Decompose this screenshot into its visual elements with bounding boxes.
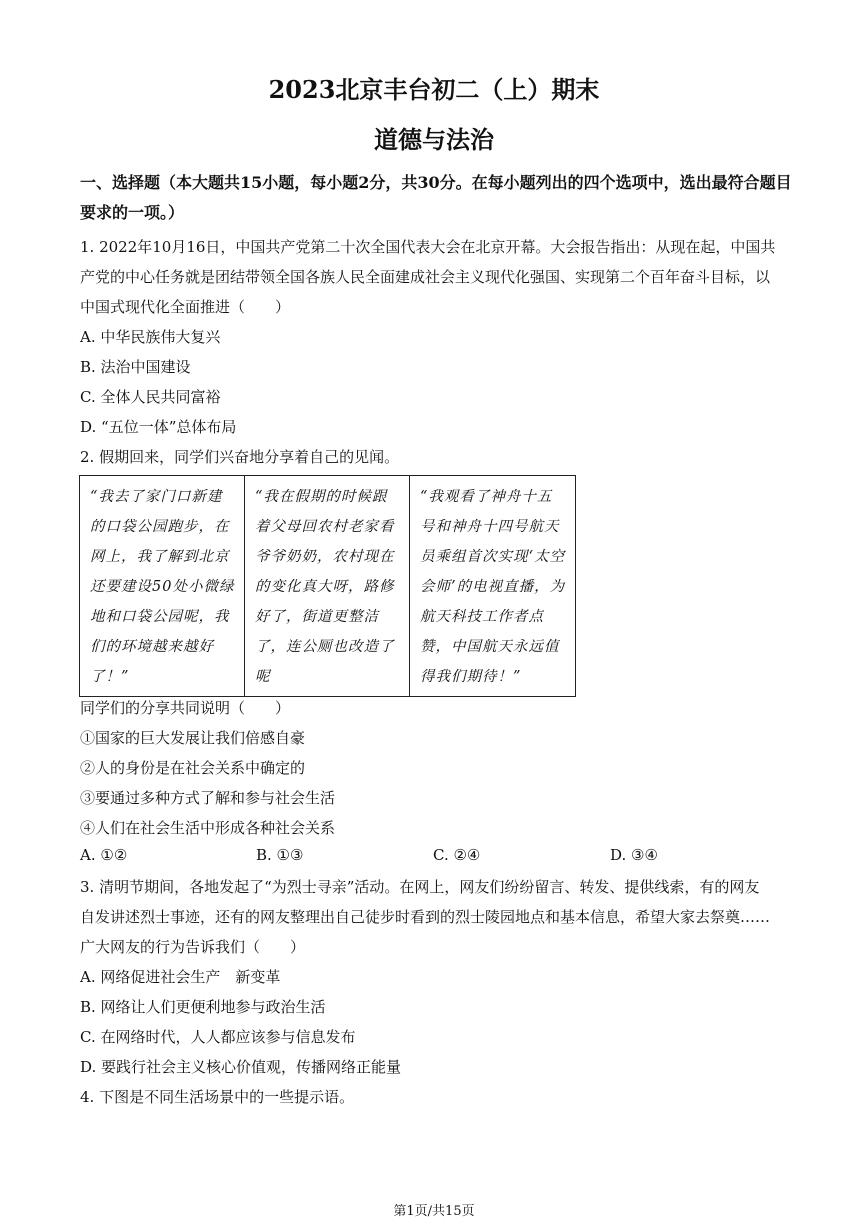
q3-option-a: A. 网络促进社会生产 新变革 [80, 968, 281, 986]
q2-option-d: D. ③④ [610, 846, 658, 864]
q1-option-a: A. 中华民族伟大复兴 [80, 328, 221, 346]
q2-statement-3: ③要通过多种方式了解和参与社会生活 [80, 789, 336, 807]
q2-option-b: B. ①③ [256, 846, 304, 864]
page-footer: 第1页/共15页 [393, 1204, 475, 1219]
q1-option-b: B. 法治中国建设 [80, 358, 191, 376]
q3-option-c: C. 在网络时代，人人都应该参与信息发布 [80, 1028, 356, 1046]
q3-option-b: B. 网络让人们更便利地参与政治生活 [80, 998, 326, 1016]
q2-prompt: 同学们的分享共同说明（ ） [80, 699, 291, 717]
q3-stem-line-3: 广大网友的行为告诉我们（ ） [80, 938, 306, 956]
q3-stem-line-2: 自发讲述烈士事迹，还有的网友整理出自己徒步时看到的烈士陵园地点和基本信息，希望大家去祭奠…… [80, 908, 771, 926]
q4-stem: 4. 下图是不同生活场景中的一些提示语。 [80, 1088, 355, 1106]
section-heading: 一、选择题（本大题共15小题，每小题2分，共30分。在每小题列出的四个选项中，选出最符合题目要求的一项。） [80, 173, 792, 222]
q1-stem-line-1: 1. 2022年10月16日，中国共产党第二十次全国代表大会在北京开幕。大会报告指出：从现在起，中国共 [80, 238, 776, 256]
q2-option-a: A. ①② [80, 846, 128, 864]
exam-title: 2023北京丰台初二（上）期末 [268, 75, 600, 104]
q2-statement-2: ②人的身份是在社会关系中确定的 [80, 759, 306, 777]
q2-option-c: C. ②④ [433, 846, 481, 864]
q2-statement-4: ④人们在社会生活中形成各种社会关系 [80, 819, 336, 837]
q1-option-d: D. “五位一体”总体布局 [80, 418, 237, 436]
q1-option-c: C. 全体人民共同富裕 [80, 388, 221, 406]
q3-stem-line-1: 3. 清明节期间，各地发起了“为烈士寻亲”活动。在网上，网友们纷纷留言、转发、提供线索，有的网友 [80, 878, 760, 896]
q2-quote-cell-2: “我在假期的时候跟着父母回农村老家看爷爷奶奶，农村现在的变化真大呀，路修好了，街道更整洁了，连公厕也改造了呢 [245, 476, 410, 696]
q2-quote-cell-3: “我观看了神舟十五号和神舟十四号航天员乘组首次实现‘太空会师’的电视直播，为航天科技工作者点赞，中国航天永远值得我们期待！” [420, 489, 566, 685]
q2-statement-1: ①国家的巨大发展让我们倍感自豪 [80, 729, 306, 747]
subject-title: 道德与法治 [374, 125, 494, 154]
q2-quote-cell-1: “我去了家门口新建的口袋公园跑步，在网上，我了解到北京还要建设50处小微绿地和口袋公园呢，我们的环境越来越好了！” [80, 476, 245, 696]
q1-stem-line-2: 产党的中心任务就是团结带领全国各族人民全面建成社会主义现代化强国、实现第二个百年奋斗目标，以 [80, 268, 771, 286]
q2-quote-table [79, 475, 576, 697]
q1-stem-line-3: 中国式现代化全面推进（ ） [80, 298, 291, 316]
q2-stem: 2. 假期回来，同学们兴奋地分享着自己的见闻。 [80, 448, 400, 466]
q3-option-d: D. 要践行社会主义核心价值观，传播网络正能量 [80, 1058, 402, 1076]
